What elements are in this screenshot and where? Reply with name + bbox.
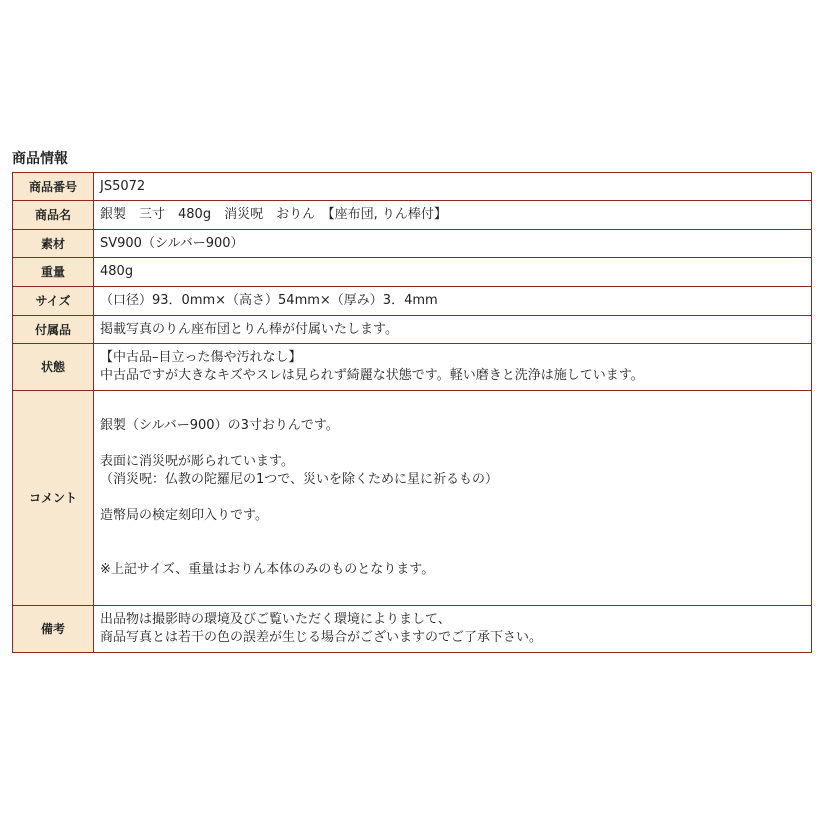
condition-label: 状態	[13, 344, 94, 391]
notes-line-2: 商品写真とは若干の色の誤差が生じる場合がございますのでご了承下さい。	[100, 630, 543, 645]
comment-gap	[100, 543, 807, 561]
product-name-label: 商品名	[13, 201, 94, 230]
row-comment	[13, 391, 812, 606]
accessories-value: 掲載写真のりん座布団とりん棒が付属いたします。	[94, 316, 812, 344]
comment-value	[94, 391, 812, 606]
row-notes	[13, 606, 812, 653]
row-size	[13, 287, 812, 316]
comment-line-3: （消災呪：仏教の陀羅尼の1つで、災いを除くために星に祈るもの）	[100, 472, 499, 487]
comment-gap	[100, 435, 807, 453]
comment-gap	[100, 525, 807, 543]
comment-line-2: 表面に消災呪が彫られています。	[100, 454, 294, 469]
notes-label: 備考	[13, 606, 94, 653]
row-weight	[13, 258, 812, 287]
comment-gap	[100, 489, 807, 507]
section-title: 商品情報	[12, 151, 68, 167]
size-label: サイズ	[13, 287, 94, 316]
product-name-value: 銀製 三寸 480g 消災呪 おりん 【座布団, りん棒付】	[94, 201, 812, 230]
row-product-number	[13, 173, 812, 201]
weight-value: 480g	[94, 258, 812, 287]
comment-label: コメント	[13, 391, 94, 606]
row-accessories	[13, 316, 812, 344]
comment-line-5: ※上記サイズ、重量はおりん本体のみのものとなります。	[100, 562, 435, 577]
row-product-name	[13, 201, 812, 230]
notes-line-1: 出品物は撮影時の環境及びご覧いただく環境によりまして、	[100, 612, 451, 627]
condition-line-1: 【中古品–目立った傷や汚れなし】	[100, 350, 302, 365]
material-label: 素材	[13, 230, 94, 258]
comment-line-1: 銀製（シルバー900）の3寸おりんです。	[100, 418, 339, 433]
condition-line-2: 中古品ですが大きなキズやスレは見られず綺麗な状態です。軽い磨きと洗浄は施しています。	[100, 368, 644, 383]
comment-line-4: 造幣局の検定刻印入りです。	[100, 508, 268, 523]
material-value: SV900（シルバー900）	[94, 230, 812, 258]
product-number-label: 商品番号	[13, 173, 94, 201]
condition-value	[94, 344, 812, 391]
row-material	[13, 230, 812, 258]
row-condition	[13, 344, 812, 391]
accessories-label: 付属品	[13, 316, 94, 344]
weight-label: 重量	[13, 258, 94, 287]
notes-value	[94, 606, 812, 653]
product-info-table	[12, 172, 812, 653]
size-value: （口径）93．0mm×（高さ）54mm×（厚み）3．4mm	[94, 287, 812, 316]
product-number-value: JS5072	[94, 173, 812, 201]
